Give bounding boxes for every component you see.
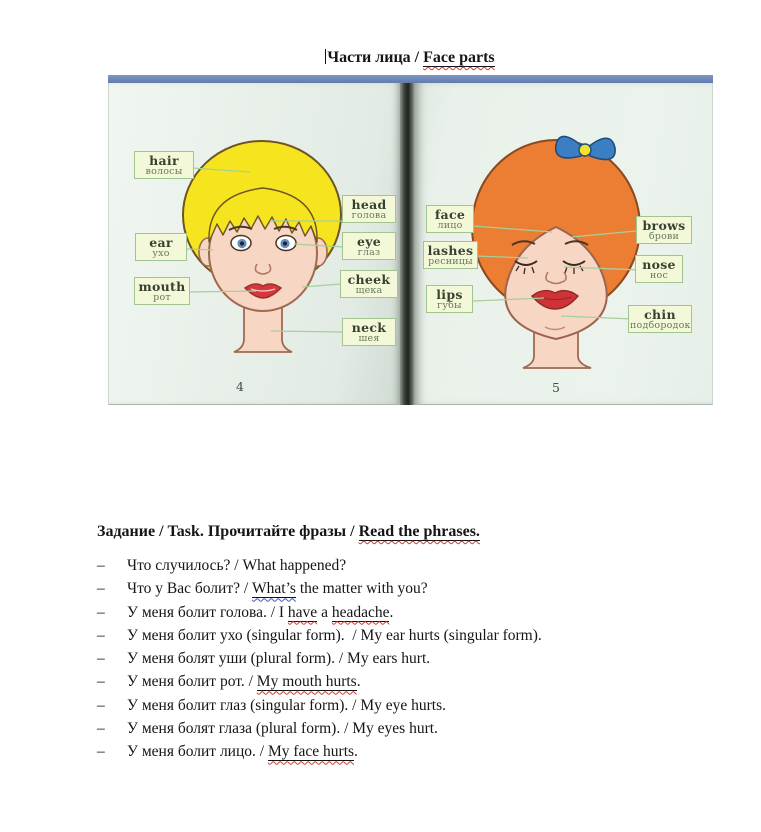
label-brows: brows брови: [636, 216, 692, 244]
girl-illustration: [472, 136, 640, 368]
list-dash: –: [97, 673, 105, 691]
label-chin: chin подбородок: [630, 307, 691, 332]
list-dash: –: [97, 557, 105, 574]
phrase-item: [97, 624, 717, 647]
label-face: face лицо: [426, 205, 474, 233]
list-dash: –: [97, 580, 105, 598]
phrase-text: У меня болит голова. / I have a headache.: [127, 603, 394, 621]
task-text: Задание / Task. Прочитайте фразы /: [97, 523, 359, 540]
phrase-text: У меня болит ухо (singular form). / My ear hurts (singular form).: [127, 626, 542, 644]
phrase-item: [97, 670, 717, 693]
task-underlined-text: Read the phrases.: [358, 523, 480, 540]
label-cheek: cheek щека: [340, 270, 398, 298]
label-lips: lips губы: [426, 285, 473, 313]
faces-illustration: [108, 75, 713, 405]
list-dash: –: [97, 720, 105, 738]
list-dash: –: [97, 650, 105, 668]
title-text: Части лица /: [327, 49, 424, 66]
phrase-text: У меня болит рот. / My mouth hurts.: [127, 673, 361, 691]
phrase-item: [97, 577, 717, 600]
label-neck: neck шея: [342, 318, 396, 346]
hair-bow: [556, 136, 615, 159]
phrase-list: [97, 554, 717, 764]
phrase-text: У меня болит глаз (singular form). / My eye hurts.: [127, 696, 446, 714]
phrase-text: У меня болят глаза (plural form). / My eyes hurt.: [127, 720, 438, 738]
left-page-number: 4: [236, 379, 244, 394]
label-hair: hair волосы: [134, 151, 194, 179]
label-head: head голова: [342, 195, 396, 223]
right-page-number: 5: [552, 380, 560, 395]
label-lashes: lashes ресницы: [423, 241, 478, 269]
phrase-item: [97, 554, 717, 577]
label-mouth: mouth рот: [134, 277, 190, 305]
phrase-item: [97, 740, 717, 763]
label-ear: ear ухо: [135, 233, 187, 261]
label-eye: eye глаз: [342, 232, 396, 260]
phrase-text: У меня болят уши (plural form). / My ears hurt.: [127, 650, 431, 668]
phrase-item: [97, 694, 717, 717]
document-title: [60, 47, 760, 69]
phrase-item: [97, 647, 717, 670]
label-nose: nose нос: [635, 255, 683, 283]
phrase-item: [97, 717, 717, 740]
boy-illustration: [183, 141, 341, 352]
list-dash: –: [97, 626, 105, 644]
title-underlined-text: Face parts: [423, 49, 495, 66]
phrase-item: [97, 601, 717, 624]
list-dash: –: [97, 743, 105, 761]
phrase-text: Что у Вас болит? / What’s the matter with you?: [127, 580, 428, 598]
task-heading: [97, 521, 717, 543]
list-dash: –: [97, 603, 105, 621]
phrase-text: Что случилось? / What happened?: [127, 557, 347, 574]
textbook-photo: [108, 75, 713, 405]
phrase-text: У меня болит лицо. / My face hurts.: [127, 743, 358, 761]
list-dash: –: [97, 696, 105, 714]
